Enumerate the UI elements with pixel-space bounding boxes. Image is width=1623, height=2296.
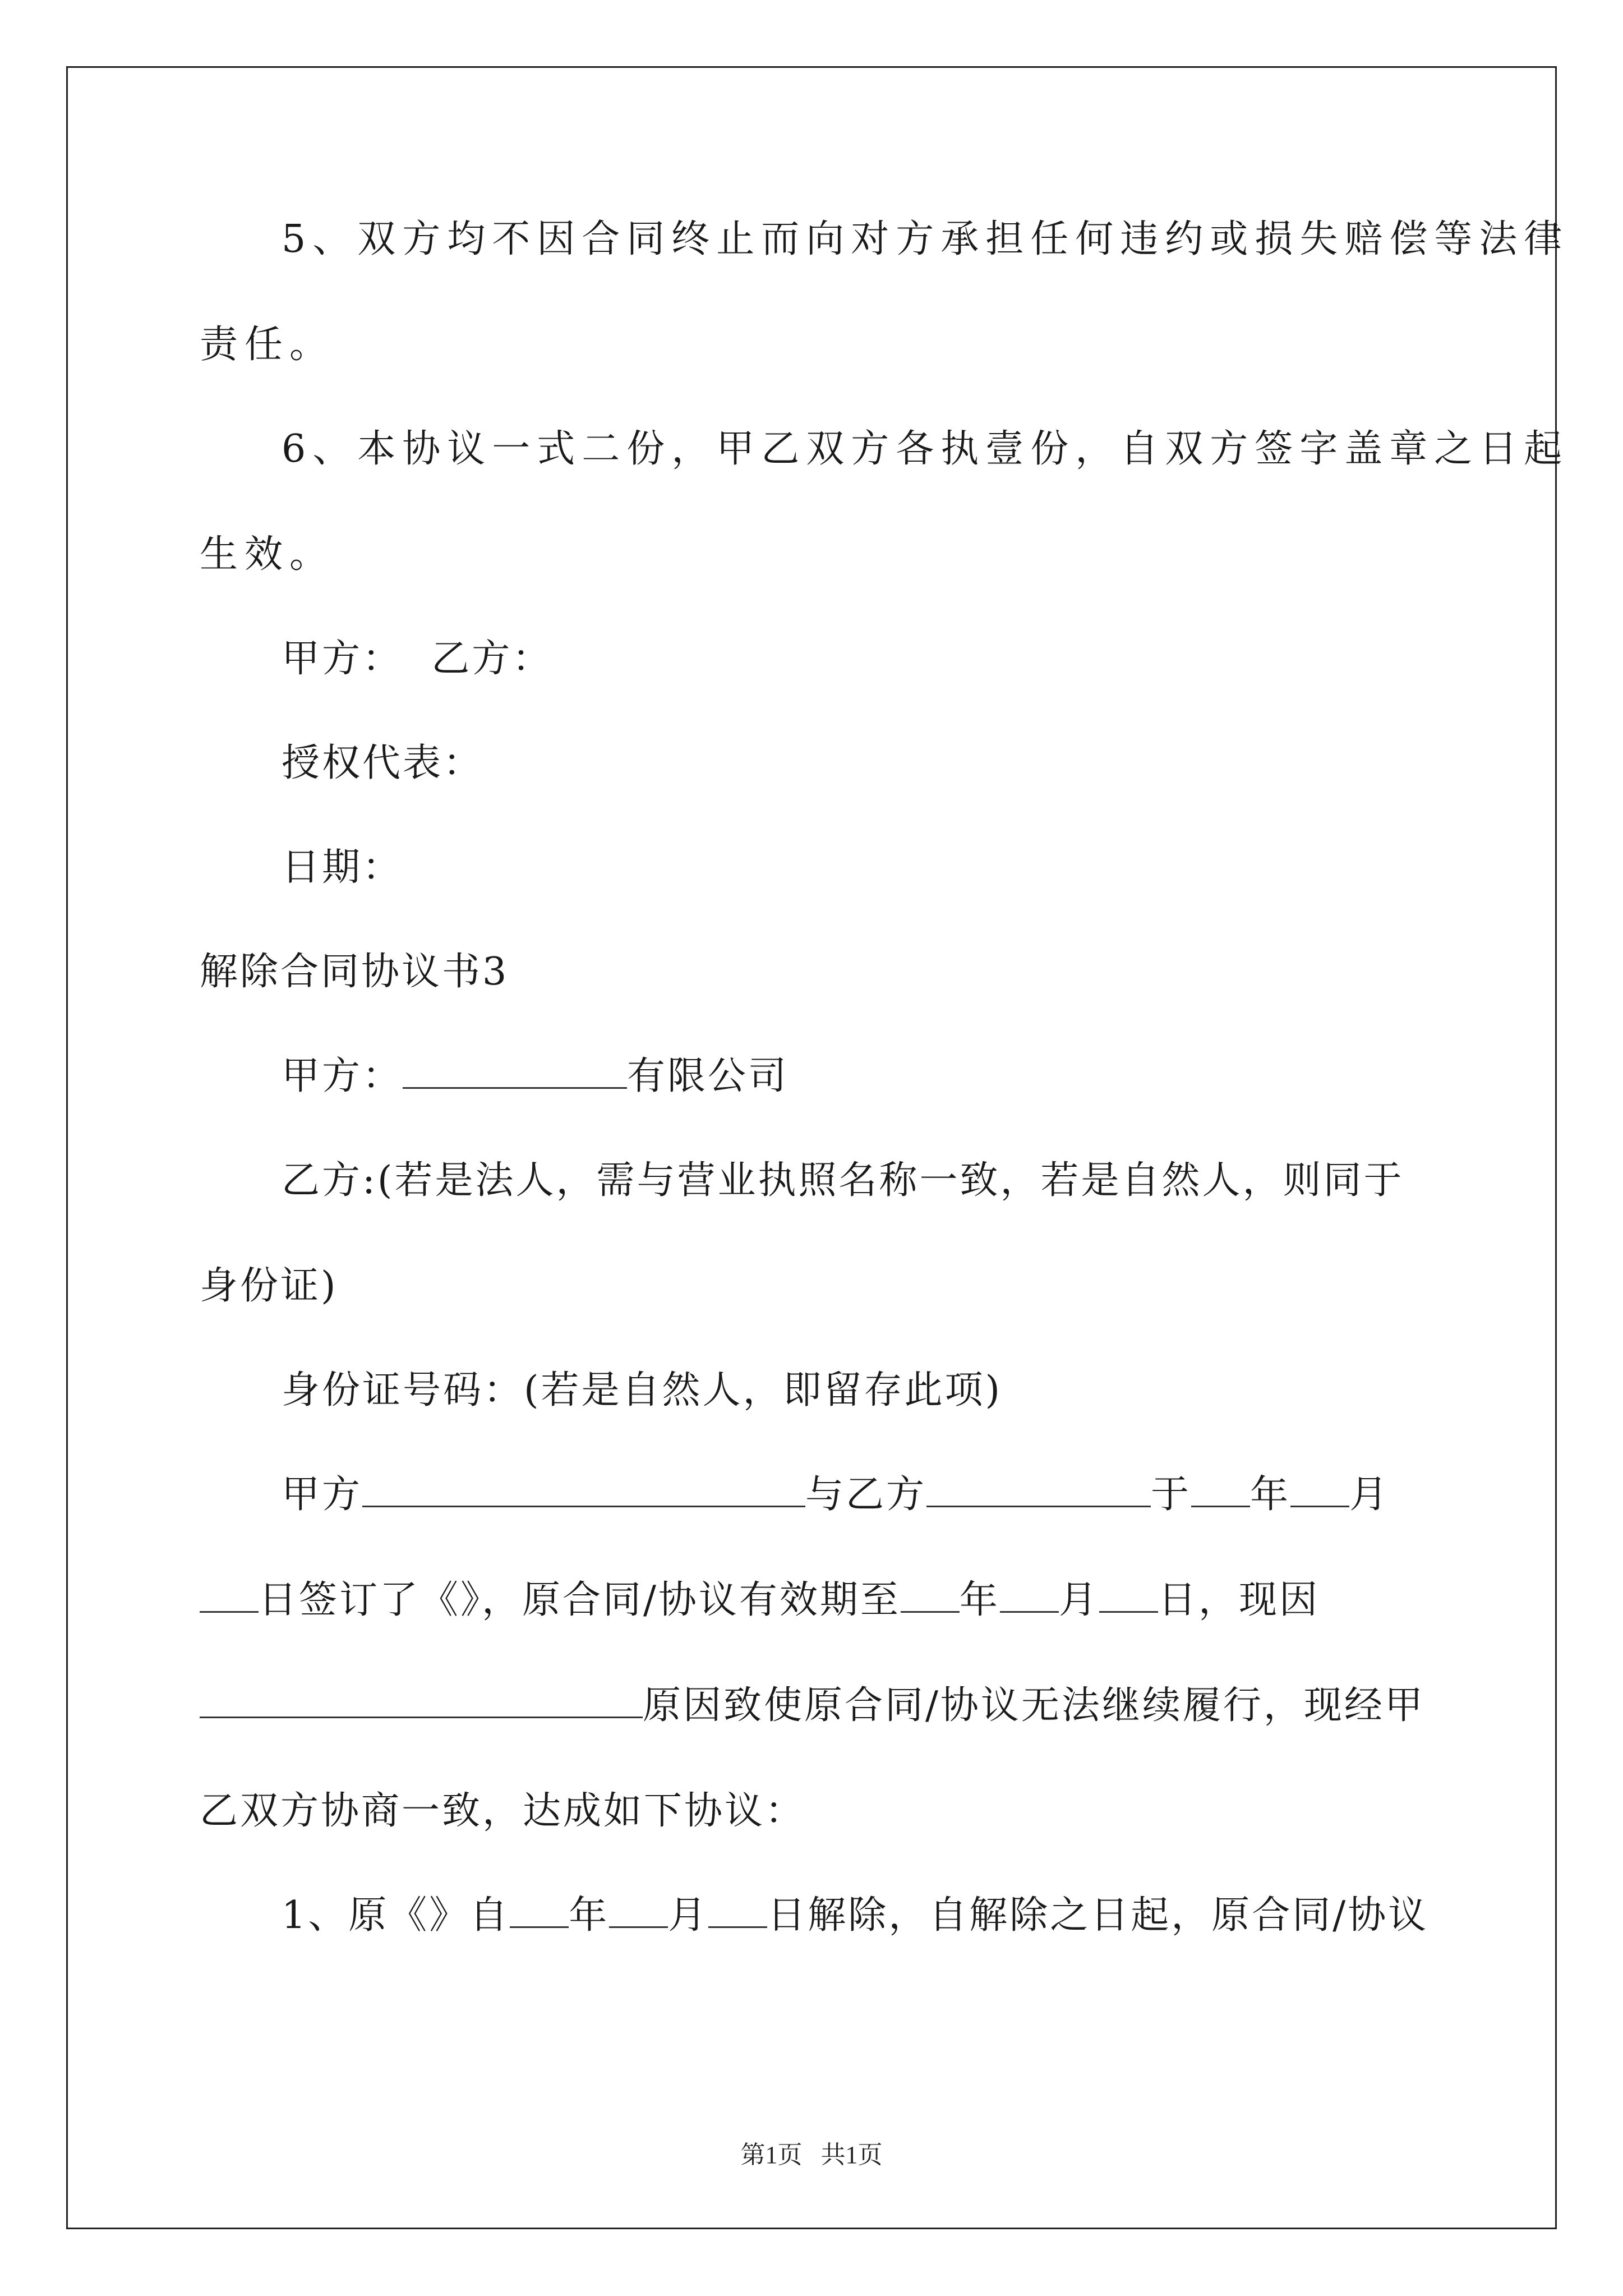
body-text-signed: 日签订了《》，原合同/协议有效期至 bbox=[259, 1578, 901, 1622]
body-line-3 bbox=[200, 1680, 1428, 1732]
paragraph-6-line-2: 生效。 bbox=[200, 532, 335, 577]
blank-expiry-day bbox=[1099, 1576, 1158, 1613]
document-body bbox=[200, 213, 1569, 1994]
body-text-on: 于 bbox=[1151, 1473, 1192, 1517]
body-line-2 bbox=[200, 1574, 1428, 1627]
id-number-line: 身份证号码：(若是自然人，即留存此项) bbox=[282, 1368, 1003, 1412]
party-b-line-1: 乙方:(若是法人，需与营业执照名称一致，若是自然人，则同于 bbox=[282, 1158, 1404, 1203]
party-b-line-2: 身份证) bbox=[200, 1264, 338, 1308]
blank-expiry-month bbox=[1000, 1576, 1059, 1613]
body-text-now-because: 日，现因 bbox=[1158, 1578, 1320, 1622]
page-footer: 第1页 共1页 bbox=[740, 2141, 883, 2169]
blank-termination-month bbox=[609, 1892, 668, 1928]
blank-sign-month bbox=[1290, 1471, 1349, 1507]
representative-line: 授权代表： bbox=[282, 741, 484, 785]
party-b-paragraph bbox=[200, 1154, 1428, 1313]
blank-party-b-name bbox=[926, 1471, 1151, 1507]
blank-termination-day bbox=[708, 1892, 767, 1928]
paragraph-5-line-2: 责任。 bbox=[200, 323, 335, 367]
blank-party-a-name bbox=[362, 1471, 805, 1507]
body-text-month: 月 bbox=[1349, 1473, 1390, 1517]
section-title: 解除合同协议书3 bbox=[200, 950, 509, 994]
body-paragraph bbox=[200, 1469, 1428, 1838]
blank-termination-year bbox=[510, 1892, 569, 1928]
paragraph-6 bbox=[200, 423, 1569, 581]
party-a-line bbox=[200, 1050, 1428, 1103]
body-text-expiry-year: 年 bbox=[959, 1578, 1000, 1622]
blank-reason bbox=[200, 1682, 643, 1718]
party-a-label: 甲方： bbox=[282, 1054, 403, 1098]
item-1-text-month: 月 bbox=[668, 1893, 709, 1938]
paragraph-5-line-1: 5、双方均不因合同终止而向对方承担任何违约或损失赔偿等法律 bbox=[282, 217, 1569, 261]
parties-line: 甲方： 乙方： bbox=[282, 637, 553, 681]
body-line-1 bbox=[200, 1469, 1428, 1521]
paragraph-6-line-1: 6、本协议一式二份，甲乙双方各执壹份，自双方签字盖章之日起 bbox=[282, 427, 1569, 471]
body-text-reason: 原因致使原合同/协议无法继续履行，现经甲 bbox=[643, 1683, 1425, 1728]
body-text-with-party-b: 与乙方 bbox=[805, 1473, 927, 1517]
item-1-text-start: 1、原《》自 bbox=[282, 1893, 510, 1938]
item-1-text-year: 年 bbox=[569, 1893, 610, 1938]
blank-sign-year bbox=[1191, 1471, 1250, 1507]
body-line-4: 乙双方协商一致，达成如下协议： bbox=[200, 1789, 806, 1833]
body-text-party-a: 甲方 bbox=[282, 1473, 363, 1517]
blank-expiry-year bbox=[901, 1576, 960, 1613]
blank-sign-day bbox=[200, 1576, 259, 1613]
body-text-expiry-month: 月 bbox=[1058, 1578, 1099, 1622]
party-a-suffix: 有限公司 bbox=[627, 1054, 789, 1098]
paragraph-5 bbox=[200, 213, 1569, 371]
item-1-text-end: 日解除，自解除之日起，原合同/协议 bbox=[767, 1893, 1429, 1938]
body-text-year: 年 bbox=[1250, 1473, 1291, 1517]
party-a-blank bbox=[403, 1052, 627, 1089]
item-1-paragraph bbox=[200, 1889, 1428, 1942]
date-line: 日期： bbox=[282, 845, 403, 890]
